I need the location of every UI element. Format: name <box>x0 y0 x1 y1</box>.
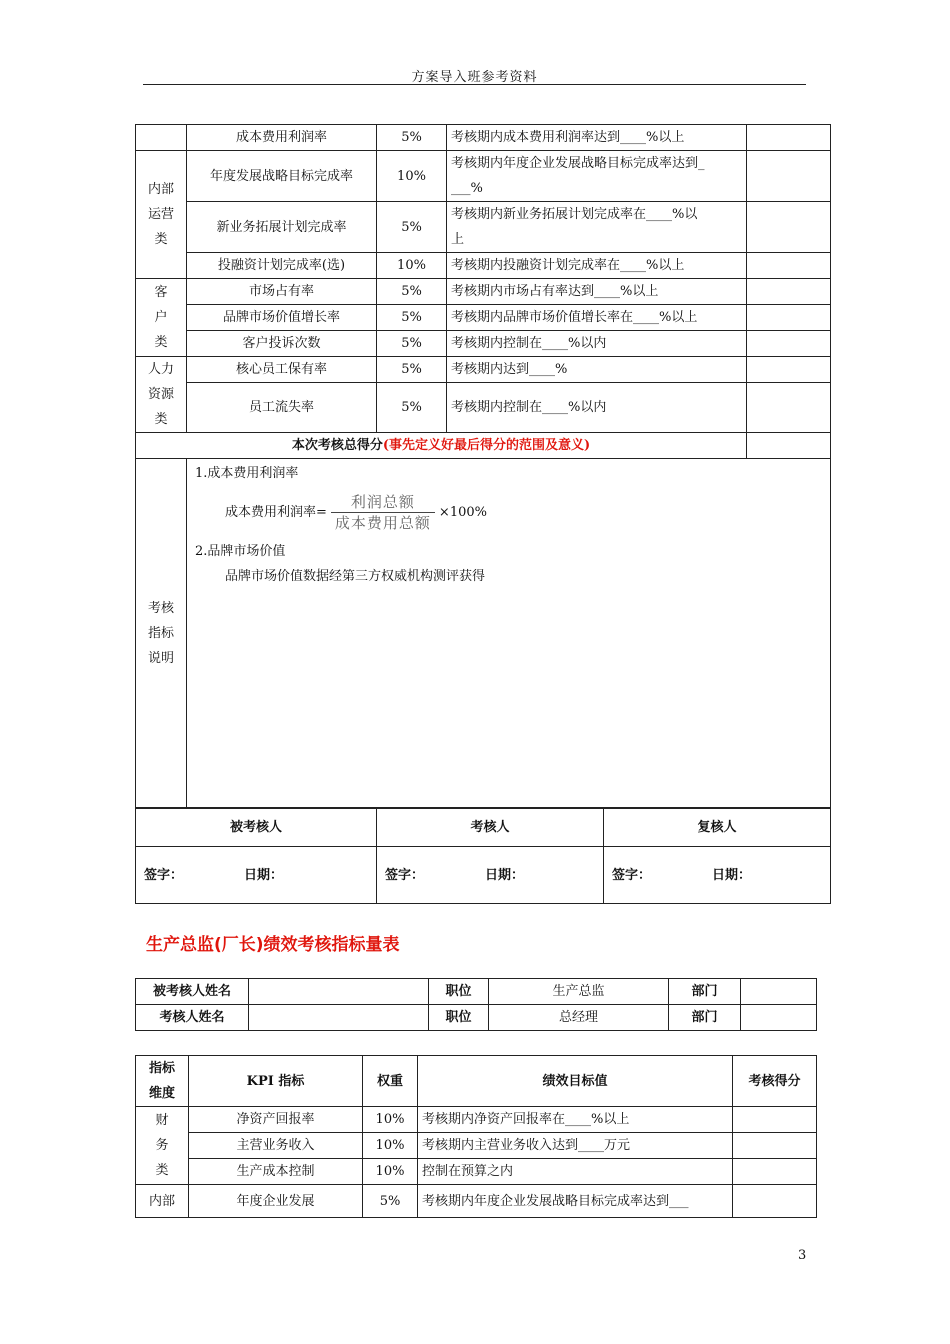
weight-header: 权重 <box>363 1056 418 1107</box>
kpi-table-continued <box>135 124 831 808</box>
signature-header-row <box>136 809 831 847</box>
weight-cell: 10% <box>363 1107 418 1133</box>
explanation-content <box>187 459 831 808</box>
score-cell[interactable] <box>747 383 831 433</box>
target-cell: 考核期内品牌市场价值增长率在____%以上 <box>447 305 747 331</box>
formula-fraction <box>331 492 435 533</box>
explanation-item-2: 2.品牌市场价值 <box>195 544 286 559</box>
score-cell[interactable] <box>747 202 831 253</box>
category-line: 内部 <box>147 182 174 197</box>
signature-row <box>136 847 831 904</box>
kpi-header-row <box>136 1056 817 1107</box>
table-row <box>136 1185 817 1218</box>
category-line: 人力 <box>147 362 174 377</box>
target-cell: 考核期内市场占有率达到____%以上 <box>447 279 747 305</box>
reviewer-header: 复核人 <box>604 809 831 847</box>
category-line: 类 <box>154 335 168 350</box>
weight-cell: 10% <box>377 253 447 279</box>
indicator-cell: 市场占有率 <box>187 279 377 305</box>
score-cell[interactable] <box>747 151 831 202</box>
total-score-note: (事先定义好最后得分的范围及意义) <box>382 438 591 453</box>
formula-rhs: ×100% <box>438 505 487 520</box>
formula-numerator: 利润总额 <box>331 492 435 513</box>
sign-label: 签字： <box>612 867 652 883</box>
category-cell <box>136 125 187 151</box>
table-row <box>136 253 831 279</box>
page-header-title: 方案导入班参考资料 <box>411 70 538 85</box>
kpi-header: KPI 指标 <box>189 1056 363 1107</box>
category-line: 财 <box>155 1113 169 1128</box>
indicator-cell: 核心员工保有率 <box>187 357 377 383</box>
reviewer-signature-cell[interactable] <box>604 847 831 904</box>
category-line: 务 <box>155 1138 169 1153</box>
assessor-name-field[interactable] <box>249 1005 429 1031</box>
total-score-label: 本次考核总得分 <box>291 438 383 453</box>
weight-cell: 5% <box>377 331 447 357</box>
dimension-header-line: 指标 <box>148 1061 175 1076</box>
weight-cell: 10% <box>363 1133 418 1159</box>
score-cell[interactable] <box>733 1107 817 1133</box>
page-number: 3 <box>798 1248 807 1263</box>
department-field[interactable] <box>741 1005 817 1031</box>
category-line: 客 <box>154 285 168 300</box>
indicator-cell: 客户投诉次数 <box>187 331 377 357</box>
dimension-header <box>136 1056 189 1107</box>
target-cell: 考核期内主营业务收入达到____万元 <box>418 1133 733 1159</box>
department-label: 部门 <box>669 979 741 1005</box>
formula-lhs: 成本费用利润率= <box>225 505 327 520</box>
production-kpi-table <box>135 1055 817 1218</box>
table-row <box>136 383 831 433</box>
sign-label: 签字： <box>385 867 425 883</box>
position-value: 总经理 <box>489 1005 669 1031</box>
assessee-signature-cell[interactable] <box>136 847 377 904</box>
target-line: 考核期内年度企业发展战略目标完成率达到_ <box>451 156 705 171</box>
weight-cell: 5% <box>377 279 447 305</box>
category-line: 类 <box>155 1163 169 1178</box>
table-row <box>136 331 831 357</box>
indicator-cell: 新业务拓展计划完成率 <box>187 202 377 253</box>
explanation-label-line: 说明 <box>147 650 174 666</box>
indicator-cell: 投融资计划完成率(选) <box>187 253 377 279</box>
date-label: 日期： <box>244 867 284 883</box>
score-cell[interactable] <box>747 331 831 357</box>
assessor-signature-cell[interactable] <box>377 847 604 904</box>
score-header: 考核得分 <box>733 1056 817 1107</box>
category-cell: 内部 <box>136 1185 189 1218</box>
explanation-row <box>136 459 831 808</box>
weight-cell: 10% <box>363 1159 418 1185</box>
department-field[interactable] <box>741 979 817 1005</box>
assessor-header: 考核人 <box>377 809 604 847</box>
total-score-label-cell <box>136 433 747 459</box>
table-row <box>136 125 831 151</box>
target-cell <box>447 151 747 202</box>
total-score-cell[interactable] <box>747 433 831 459</box>
target-cell: 考核期内达到____% <box>447 357 747 383</box>
target-cell <box>447 202 747 253</box>
target-line: ___% <box>451 181 483 196</box>
table-row <box>136 1159 817 1185</box>
weight-cell: 5% <box>377 383 447 433</box>
signature-table <box>135 808 831 904</box>
weight-cell: 10% <box>377 151 447 202</box>
target-header: 绩效目标值 <box>418 1056 733 1107</box>
score-cell[interactable] <box>747 125 831 151</box>
score-cell[interactable] <box>733 1133 817 1159</box>
explanation-label-line: 考核 <box>147 600 174 616</box>
indicator-cell: 年度企业发展 <box>189 1185 363 1218</box>
weight-cell: 5% <box>377 202 447 253</box>
score-cell[interactable] <box>733 1185 817 1218</box>
date-label: 日期： <box>712 867 752 883</box>
score-cell[interactable] <box>747 279 831 305</box>
indicator-cell: 员工流失率 <box>187 383 377 433</box>
table-row <box>136 1133 817 1159</box>
category-hr <box>136 357 187 433</box>
category-line: 类 <box>154 412 168 427</box>
indicator-cell: 主营业务收入 <box>189 1133 363 1159</box>
category-line: 运营 <box>147 207 174 222</box>
indicator-cell: 生产成本控制 <box>189 1159 363 1185</box>
assessee-header: 被考核人 <box>136 809 377 847</box>
explanation-item-2-text: 品牌市场价值数据经第三方权威机构测评获得 <box>225 569 486 584</box>
target-line: 考核期内新业务拓展计划完成率在____%以 <box>451 207 698 222</box>
indicator-cell: 净资产回报率 <box>189 1107 363 1133</box>
target-cell: 考核期内控制在____%以内 <box>447 383 747 433</box>
info-row <box>136 979 817 1005</box>
assessor-name-label: 考核人姓名 <box>136 1005 249 1031</box>
explanation-label-line: 指标 <box>147 625 174 641</box>
formula-denominator: 成本费用总额 <box>334 514 431 532</box>
section-title: 生产总监(厂长)绩效考核指标量表 <box>146 935 400 955</box>
total-score-row <box>136 433 831 459</box>
indicator-cell: 品牌市场价值增长率 <box>187 305 377 331</box>
formula <box>225 492 822 533</box>
target-cell: 控制在预算之内 <box>418 1159 733 1185</box>
target-cell: 考核期内投融资计划完成率在____%以上 <box>447 253 747 279</box>
weight-cell: 5% <box>377 357 447 383</box>
explanation-item-1: 1.成本费用利润率 <box>195 466 299 481</box>
weight-cell: 5% <box>377 125 447 151</box>
department-label: 部门 <box>669 1005 741 1031</box>
explanation-label <box>136 459 187 808</box>
category-line: 类 <box>154 232 168 247</box>
assessee-name-field[interactable] <box>249 979 429 1005</box>
table-row <box>136 1107 817 1133</box>
score-cell[interactable] <box>747 357 831 383</box>
weight-cell: 5% <box>377 305 447 331</box>
assessee-name-label: 被考核人姓名 <box>136 979 249 1005</box>
category-customer <box>136 279 187 357</box>
category-finance <box>136 1107 189 1185</box>
sign-label: 签字： <box>144 867 184 883</box>
position-value: 生产总监 <box>489 979 669 1005</box>
score-cell[interactable] <box>733 1159 817 1185</box>
target-cell: 考核期内年度企业发展战略目标完成率达到___ <box>418 1185 733 1218</box>
target-line: 上 <box>451 232 465 247</box>
category-line: 户 <box>154 310 168 325</box>
table-row <box>136 279 831 305</box>
score-cell[interactable] <box>747 253 831 279</box>
date-label: 日期： <box>485 867 525 883</box>
category-line: 资源 <box>147 387 174 402</box>
position-label: 职位 <box>429 1005 489 1031</box>
category-internal <box>136 151 187 279</box>
header-divider <box>143 84 806 85</box>
assessee-info-table <box>135 978 817 1031</box>
table-row <box>136 305 831 331</box>
info-row <box>136 1005 817 1031</box>
target-cell: 考核期内净资产回报率在____%以上 <box>418 1107 733 1133</box>
table-row <box>136 357 831 383</box>
weight-cell: 5% <box>363 1185 418 1218</box>
score-cell[interactable] <box>747 305 831 331</box>
target-cell: 考核期内控制在____%以内 <box>447 331 747 357</box>
table-row <box>136 202 831 253</box>
target-cell: 考核期内成本费用利润率达到____%以上 <box>447 125 747 151</box>
position-label: 职位 <box>429 979 489 1005</box>
indicator-cell: 年度发展战略目标完成率 <box>187 151 377 202</box>
table-row <box>136 151 831 202</box>
indicator-cell: 成本费用利润率 <box>187 125 377 151</box>
dimension-header-line: 维度 <box>148 1086 175 1101</box>
